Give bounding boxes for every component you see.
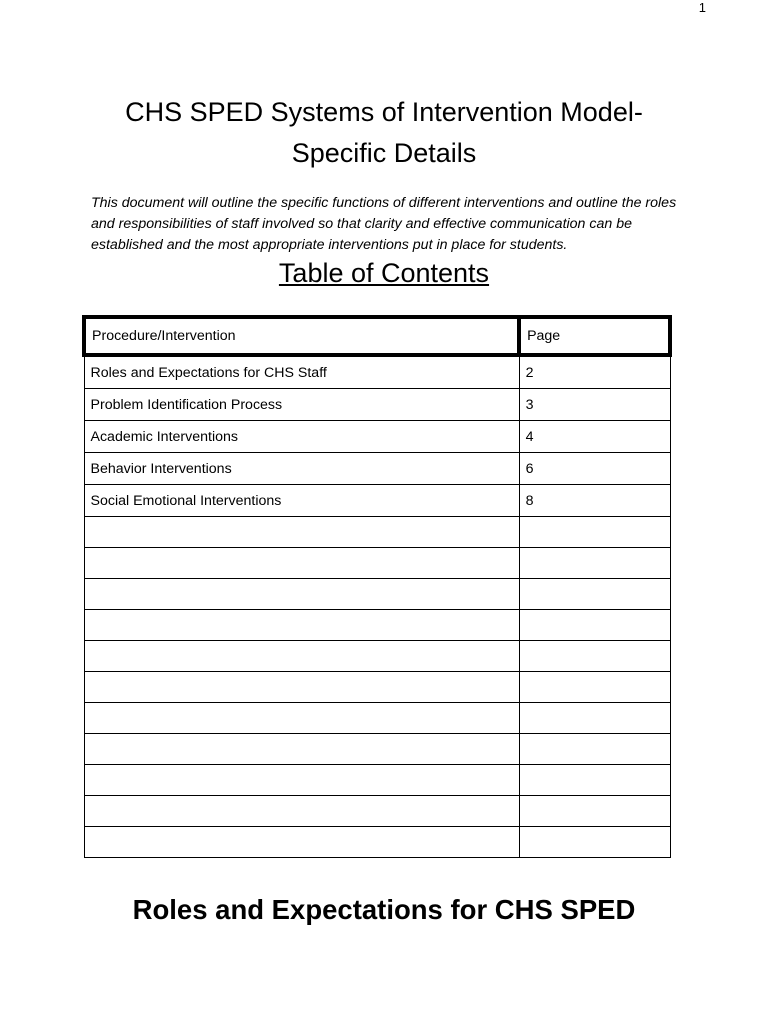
document-title: [60, 92, 708, 174]
toc-page-cell: [519, 641, 670, 672]
table-row: [84, 389, 670, 421]
toc-procedure-cell: [84, 703, 519, 734]
toc-page-cell: [519, 765, 670, 796]
table-row: [84, 734, 670, 765]
toc-procedure-cell: [84, 765, 519, 796]
document-title-line-1: CHS SPED Systems of Intervention Model-: [125, 97, 643, 127]
toc-page-cell: [519, 579, 670, 610]
toc-page-cell: [519, 734, 670, 765]
table-row: [84, 355, 670, 389]
toc-page-cell: [519, 703, 670, 734]
toc-page-cell: 2: [519, 355, 670, 389]
toc-procedure-cell: [84, 827, 519, 858]
toc-page-cell: [519, 517, 670, 548]
table-row: [84, 548, 670, 579]
page-number: 1: [698, 0, 706, 15]
toc-procedure-cell: Roles and Expectations for CHS Staff: [84, 355, 519, 389]
toc-procedure-cell: [84, 734, 519, 765]
column-header-procedure: Procedure/Intervention: [84, 317, 519, 355]
toc-procedure-cell: [84, 517, 519, 548]
table-row: [84, 610, 670, 641]
table-row: [84, 703, 670, 734]
intro-paragraph: This document will outline the specific functions of different interventions and outline the roles and responsibilities of staff involved so that clarity and effective communication can be established and the most appropriate interventions put in place for students.: [91, 195, 677, 253]
table-row: [84, 485, 670, 517]
table-row: [84, 453, 670, 485]
table-row: [84, 641, 670, 672]
section-heading-roles: Roles and Expectations for CHS SPED: [132, 894, 636, 925]
toc-page-cell: [519, 827, 670, 858]
table-row: [84, 827, 670, 858]
document-title-line-2: Specific Details: [291, 138, 477, 168]
toc-page-cell: 4: [519, 421, 670, 453]
table-row: [84, 765, 670, 796]
toc-procedure-cell: [84, 548, 519, 579]
toc-page-cell: 8: [519, 485, 670, 517]
table-row: [84, 421, 670, 453]
toc-procedure-cell: [84, 796, 519, 827]
toc-procedure-cell: [84, 672, 519, 703]
toc-procedure-cell: [84, 641, 519, 672]
column-header-page: Page: [519, 317, 670, 355]
table-header-row: [84, 317, 670, 355]
toc-procedure-cell: [84, 610, 519, 641]
toc-procedure-cell: Problem Identification Process: [84, 389, 519, 421]
toc-procedure-cell: [84, 579, 519, 610]
toc-page-cell: [519, 672, 670, 703]
table-row: [84, 579, 670, 610]
toc-page-cell: [519, 548, 670, 579]
table-row: [84, 672, 670, 703]
toc-page-cell: [519, 610, 670, 641]
table-row: [84, 517, 670, 548]
table-of-contents: [82, 315, 672, 858]
toc-page-cell: 6: [519, 453, 670, 485]
table-row: [84, 796, 670, 827]
toc-procedure-cell: Behavior Interventions: [84, 453, 519, 485]
toc-page-cell: [519, 796, 670, 827]
toc-page-cell: 3: [519, 389, 670, 421]
toc-procedure-cell: Social Emotional Interventions: [84, 485, 519, 517]
toc-procedure-cell: Academic Interventions: [84, 421, 519, 453]
table-of-contents-heading: Table of Contents: [278, 258, 490, 288]
